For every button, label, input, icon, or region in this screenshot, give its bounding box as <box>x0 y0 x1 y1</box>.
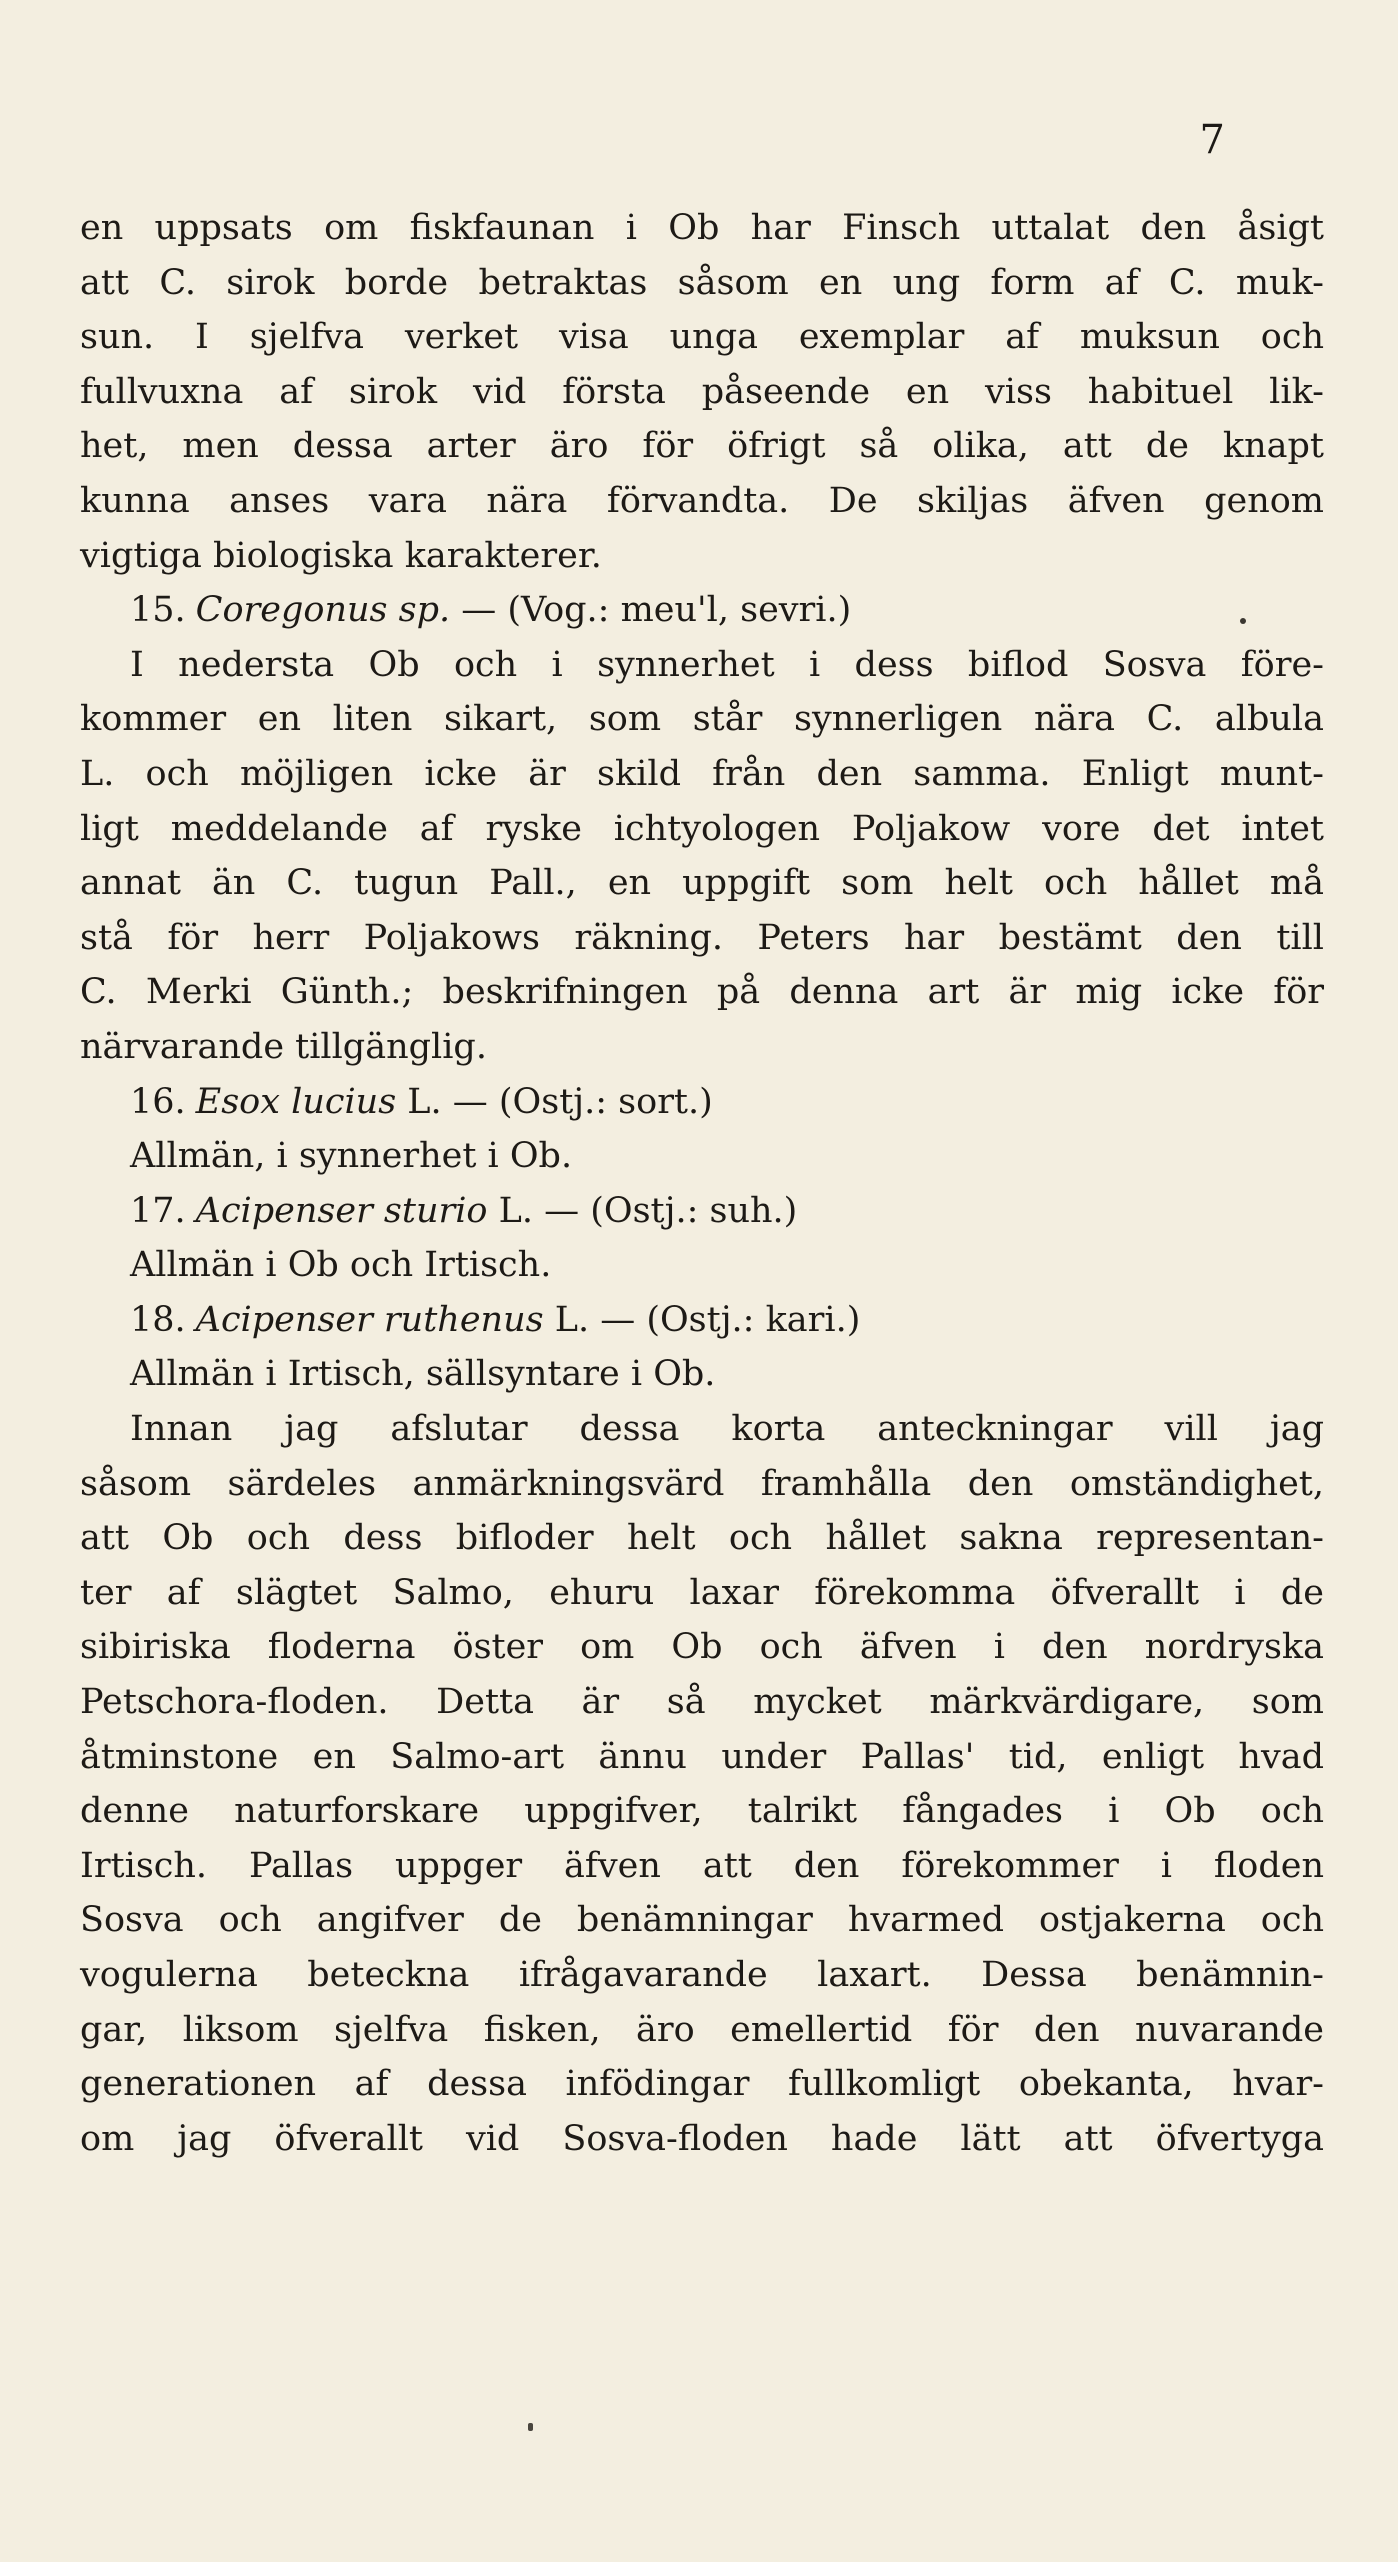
species-heading-17 <box>80 1184 1324 1239</box>
text-line: åtminstone en Salmo-art ännu under Pallas' tid, enligt hvad <box>80 1736 1324 1777</box>
text-line: ligt meddelande af ryske ichtyologen Poljakow vore det intet <box>80 808 1324 849</box>
text-line: Innan jag afslutar dessa korta anteckningar vill jag <box>130 1409 1324 1450</box>
text-line: vogulerna beteckna ifrågavarande laxart. Dessa benämnin- <box>80 1955 1324 1995</box>
text-line: närvarande tillgänglig. <box>80 1026 487 1067</box>
species-name: Acipenser ruthenus <box>195 1299 544 1340</box>
species-number: 15. <box>130 590 186 631</box>
page-number: 7 <box>1199 117 1225 163</box>
text-line: att C. sirok borde betraktas såsom en ung form af C. muk- <box>80 262 1324 303</box>
species-name: Esox lucius <box>195 1081 397 1122</box>
text-line: Allmän i Ob och Irtisch. <box>130 1245 552 1286</box>
text-line: att Ob och dess bifloder helt och hållet sakna representan- <box>80 1518 1324 1559</box>
text-line: ter af slägtet Salmo, ehuru laxar förekomma öfverallt i de <box>80 1572 1324 1613</box>
species-name: Acipenser sturio <box>195 1190 488 1231</box>
vernacular-names: L. — (Ostj.: sort.) <box>396 1081 713 1122</box>
text-line: het, men dessa arter äro för öfrigt så olika, att de knapt <box>80 426 1324 467</box>
text-line: Sosva och angifver de benämningar hvarmed ostjakerna och <box>80 1900 1324 1941</box>
text-line: Petschora-floden. Detta är så mycket märkvärdigare, som <box>80 1682 1324 1723</box>
species-number: 17. <box>130 1190 186 1231</box>
vernacular-names: — (Vog.: meu'l, sevri.) <box>450 590 852 631</box>
text-line: kommer en liten sikart, som står synnerligen nära C. albula <box>80 699 1324 740</box>
text-line: en uppsats om fiskfaunan i Ob har Finsch uttalat den åsigt <box>80 208 1324 248</box>
text-line: Allmän i Irtisch, sällsyntare i Ob. <box>130 1354 716 1395</box>
text-line: L. och möjligen icke är skild från den samma. Enligt munt- <box>80 753 1324 794</box>
text-line: Irtisch. Pallas uppger äfven att den förekommer i floden <box>80 1845 1324 1886</box>
body-text <box>80 201 1324 2166</box>
text-line: generationen af dessa infödingar fullkomligt obekanta, hvar- <box>80 2064 1324 2105</box>
text-line: annat än C. tugun Pall., en uppgift som helt och hållet må <box>80 863 1324 904</box>
text-line: denne naturforskare uppgifver, talrikt fångades i Ob och <box>80 1791 1324 1832</box>
text-line: fullvuxna af sirok vid första påseende en viss habituel lik- <box>80 371 1324 412</box>
stray-mark <box>528 2423 533 2431</box>
text-line: C. Merki Günth.; beskrifningen på denna art är mig icke för <box>80 972 1324 1013</box>
text-line: Allmän, i synnerhet i Ob. <box>130 1136 573 1177</box>
text-line: vigtiga biologiska karakterer. <box>80 535 602 576</box>
species-heading-18 <box>80 1293 1324 1348</box>
text-line: sun. I sjelfva verket visa unga exemplar af muksun och <box>80 317 1324 358</box>
species-number: 16. <box>130 1081 186 1122</box>
species-name: Coregonus sp. <box>195 590 451 631</box>
text-line: kunna anses vara nära förvandta. De skiljas äfven genom <box>80 480 1324 521</box>
text-line: såsom särdeles anmärkningsvärd framhålla den omständighet, <box>80 1463 1324 1504</box>
text-line: sibiriska floderna öster om Ob och äfven i den nordryska <box>80 1627 1324 1668</box>
species-heading-15 <box>80 583 1324 638</box>
vernacular-names: L. — (Ostj.: kari.) <box>543 1299 861 1340</box>
text-line: I nedersta Ob och i synnerhet i dess biflod Sosva före- <box>130 644 1324 685</box>
vernacular-names: L. — (Ostj.: suh.) <box>487 1190 798 1231</box>
species-heading-16 <box>80 1075 1324 1130</box>
text-line: stå för herr Poljakows räkning. Peters har bestämt den till <box>80 917 1324 958</box>
species-number: 18. <box>130 1299 186 1340</box>
text-line: gar, liksom sjelfva fisken, äro emellertid för den nuvarande <box>80 2009 1324 2050</box>
text-line: om jag öfverallt vid Sosva-floden hade lätt att öfvertyga <box>80 2118 1324 2159</box>
